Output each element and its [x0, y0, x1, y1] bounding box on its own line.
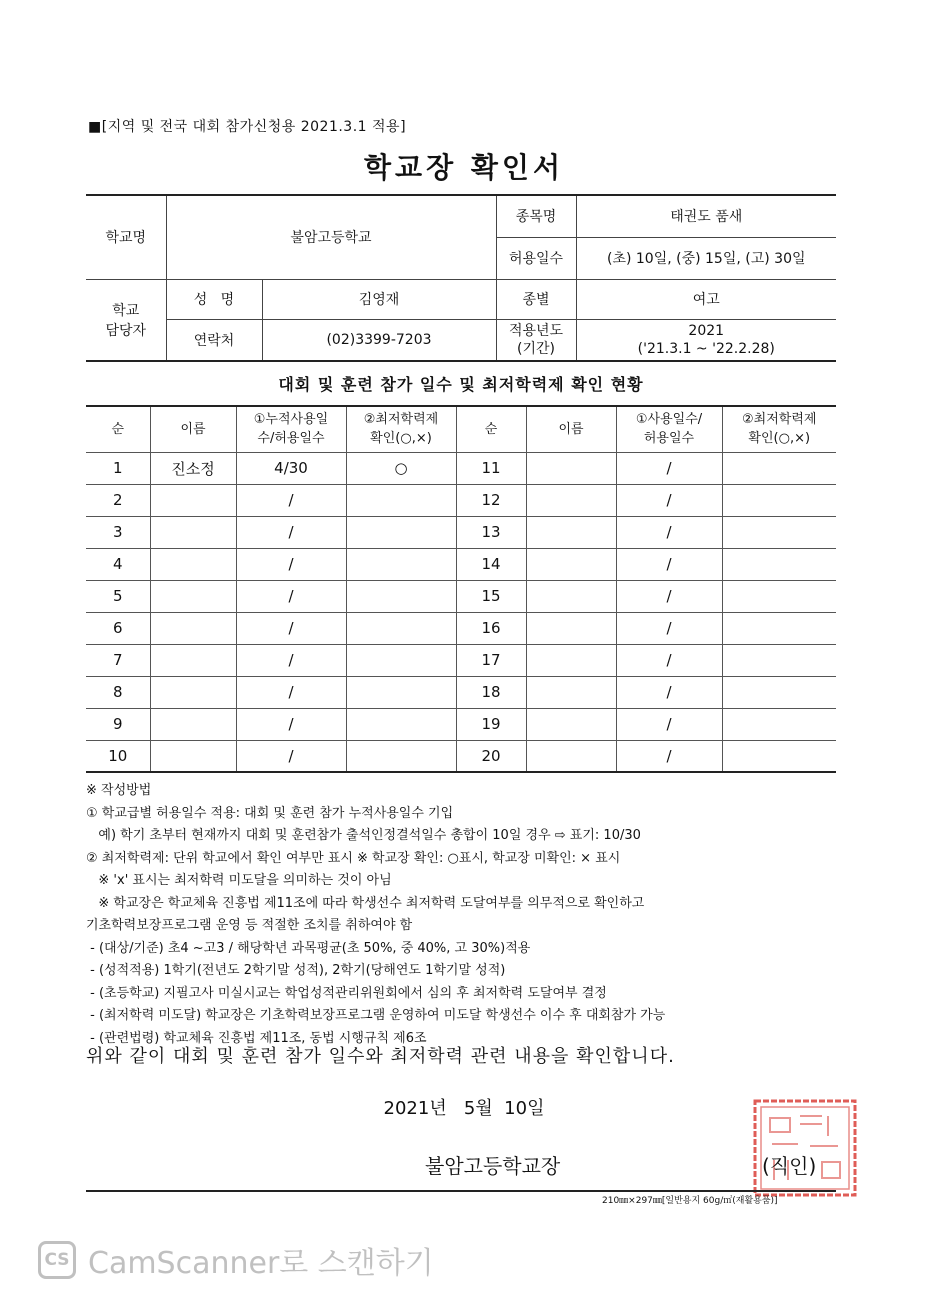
apply-year-label — [496, 319, 576, 361]
cell-l-no: 2 — [86, 484, 150, 516]
table-row — [86, 708, 836, 740]
staff-label-line1: 학교 — [112, 302, 140, 319]
cell-r-no: 17 — [456, 644, 526, 676]
cell-r-min — [722, 580, 836, 612]
col-min-left — [346, 406, 456, 452]
cell-r-days: / — [616, 740, 722, 772]
participation-table — [86, 405, 836, 773]
cell-l-name — [150, 612, 236, 644]
cell-r-min — [722, 452, 836, 484]
form-usage-note: ■[지역 및 전국 대회 참가신청용 2021.3.1 적용] — [88, 119, 407, 135]
cell-r-min — [722, 516, 836, 548]
table-header-row — [86, 406, 836, 452]
table-row — [86, 612, 836, 644]
staff-label-line2: 담당자 — [105, 322, 147, 339]
cell-l-name — [150, 676, 236, 708]
instruction-line: - (관련법령) 학교체육 진흥법 제11조, 동법 시행규칙 제6조 — [86, 1030, 427, 1046]
cell-l-name — [150, 644, 236, 676]
col-days-left-line1: ①누적사용일 — [253, 412, 329, 428]
principal-signature: 불암고등학교장 — [425, 1154, 561, 1178]
staff-name-value: 김영재 — [262, 279, 496, 319]
col-name-right: 이름 — [526, 406, 616, 452]
cell-l-days: / — [236, 708, 346, 740]
camscanner-watermark — [38, 1238, 434, 1282]
cell-l-no: 1 — [86, 452, 150, 484]
cell-l-no: 10 — [86, 740, 150, 772]
instruction-line: - (초등학교) 지필고사 미실시교는 학업성적관리위원회에서 심의 후 최저학력 도달여부 결정 — [86, 985, 607, 1001]
cell-r-no: 19 — [456, 708, 526, 740]
cell-r-days: / — [616, 580, 722, 612]
cell-l-name — [150, 548, 236, 580]
cell-r-no: 18 — [456, 676, 526, 708]
cell-l-no: 5 — [86, 580, 150, 612]
cell-r-no: 15 — [456, 580, 526, 612]
cell-l-min — [346, 740, 456, 772]
table-row — [86, 548, 836, 580]
cell-r-name — [526, 580, 616, 612]
bottom-divider — [86, 1190, 836, 1192]
instruction-line: 기초학력보장프로그램 운영 등 적절한 조치를 취하여야 함 — [86, 918, 413, 933]
cell-r-name — [526, 612, 616, 644]
cell-l-no: 8 — [86, 676, 150, 708]
seal-label: (직인) — [762, 1154, 817, 1178]
col-days-right — [616, 406, 722, 452]
table-row — [86, 452, 836, 484]
section-title: 대회 및 훈련 참가 일수 및 최저학력제 확인 현황 — [278, 375, 644, 394]
cell-l-name — [150, 708, 236, 740]
table-row — [86, 484, 836, 516]
instruction-line: - (성적적용) 1학기(전년도 2학기말 성적), 2학기(당해연도 1학기말 성적) — [86, 963, 506, 978]
col-name-left: 이름 — [150, 406, 236, 452]
cell-r-no: 20 — [456, 740, 526, 772]
table-row — [86, 580, 836, 612]
school-name-value: 불암고등학교 — [166, 195, 496, 279]
cell-l-days: 4/30 — [236, 452, 346, 484]
instruction-line: - (대상/기준) 초4 ~고3 / 해당학년 과목평균(초 50%, 중 40%, 고 30%)적용 — [86, 940, 531, 956]
cell-l-days: / — [236, 548, 346, 580]
col-days-right-line2: 허용일수 — [643, 431, 695, 447]
paper-spec-note: 210㎜×297㎜[일반용지 60g/㎡(재활용품)] — [602, 1196, 778, 1206]
camscanner-logo-icon: CS — [38, 1241, 76, 1279]
cell-r-days: / — [616, 612, 722, 644]
table-row — [86, 644, 836, 676]
cell-r-days: / — [616, 644, 722, 676]
cell-l-min — [346, 612, 456, 644]
cell-l-name — [150, 580, 236, 612]
confirmation-statement: 위와 같이 대회 및 훈련 참가 일수와 최저학력 관련 내용을 확인합니다. — [86, 1046, 675, 1067]
cell-r-no: 11 — [456, 452, 526, 484]
apply-year-value — [576, 319, 836, 361]
cell-l-min — [346, 644, 456, 676]
cell-l-days: / — [236, 740, 346, 772]
col-no-right: 순 — [456, 406, 526, 452]
cell-l-min — [346, 708, 456, 740]
cell-l-name — [150, 484, 236, 516]
cell-l-min — [346, 516, 456, 548]
cell-r-min — [722, 484, 836, 516]
cell-r-no: 13 — [456, 516, 526, 548]
cell-l-min: ○ — [346, 452, 456, 484]
cell-r-min — [722, 644, 836, 676]
cell-r-no: 14 — [456, 548, 526, 580]
col-min-right-line2: 확인(○,×) — [748, 431, 811, 447]
instruction-line: 예) 학기 초부터 현재까지 대회 및 훈련참가 출석인정결석일수 총합이 10일 경우 ⇨ 표기: 10/30 — [86, 828, 641, 843]
apply-year-label-line1: 적용년도 — [508, 322, 564, 339]
event-value: 태권도 품새 — [576, 195, 836, 237]
table-row — [86, 740, 836, 772]
col-min-right — [722, 406, 836, 452]
issue-date: 2021년 5월 10일 — [383, 1098, 545, 1119]
cell-l-min — [346, 676, 456, 708]
cell-r-days: / — [616, 676, 722, 708]
cell-r-min — [722, 740, 836, 772]
cell-r-no: 16 — [456, 612, 526, 644]
cell-l-min — [346, 580, 456, 612]
cell-l-name — [150, 740, 236, 772]
cell-r-days: / — [616, 484, 722, 516]
table-row — [86, 516, 836, 548]
instruction-line: ② 최저학력제: 단위 학교에서 확인 여부만 표시 ※ 학교장 확인: ○표시, 학교장 미확인: × 표시 — [86, 850, 621, 866]
cell-l-days: / — [236, 644, 346, 676]
event-label: 종목명 — [496, 195, 576, 237]
instruction-line: - (최저학력 미도달) 학교장은 기초학력보장프로그램 운영하여 미도달 학생선수 이수 후 대회참가 가능 — [86, 1008, 666, 1023]
apply-year: 2021 — [688, 322, 725, 339]
cell-r-name — [526, 548, 616, 580]
cell-l-days: / — [236, 484, 346, 516]
allow-days-value: (초) 10일, (중) 15일, (고) 30일 — [576, 237, 836, 279]
cell-r-min — [722, 612, 836, 644]
cell-r-days: / — [616, 708, 722, 740]
col-days-left-line2: 수/허용일수 — [257, 431, 325, 447]
cell-r-name — [526, 452, 616, 484]
cell-r-no: 12 — [456, 484, 526, 516]
cell-l-no: 7 — [86, 644, 150, 676]
cell-r-days: / — [616, 516, 722, 548]
apply-period: ('21.3.1 ~ '22.2.28) — [637, 340, 775, 357]
col-days-right-line1: ①사용일수/ — [635, 412, 703, 428]
allow-days-label: 허용일수 — [496, 237, 576, 279]
cell-l-days: / — [236, 612, 346, 644]
cell-l-min — [346, 548, 456, 580]
apply-year-label-line2: (기간) — [517, 340, 555, 357]
school-info-table — [86, 194, 836, 362]
cell-r-days: / — [616, 452, 722, 484]
cell-r-name — [526, 740, 616, 772]
contact-value: (02)3399-7203 — [262, 319, 496, 361]
col-min-left-line2: 확인(○,×) — [370, 431, 432, 447]
cell-r-name — [526, 708, 616, 740]
cell-r-min — [722, 676, 836, 708]
instruction-line: ※ 'x' 표시는 최저학력 미도달을 의미하는 것이 아님 — [86, 873, 392, 888]
cell-r-name — [526, 516, 616, 548]
staff-name-label: 성 명 — [166, 279, 262, 319]
school-name-label: 학교명 — [86, 195, 166, 279]
category-value: 여고 — [576, 279, 836, 319]
cell-l-no: 3 — [86, 516, 150, 548]
document-title: 학교장 확인서 — [363, 151, 565, 184]
cell-r-name — [526, 484, 616, 516]
official-seal-icon — [752, 1098, 858, 1198]
cell-l-no: 4 — [86, 548, 150, 580]
cell-r-min — [722, 708, 836, 740]
cell-l-min — [346, 484, 456, 516]
cell-l-days: / — [236, 676, 346, 708]
cell-r-name — [526, 644, 616, 676]
col-days-left — [236, 406, 346, 452]
cell-l-days: / — [236, 516, 346, 548]
col-min-right-line1: ②최저학력제 — [742, 412, 817, 428]
cell-l-name: 진소정 — [150, 452, 236, 484]
contact-label: 연락처 — [166, 319, 262, 361]
cell-l-days: / — [236, 580, 346, 612]
col-no-left: 순 — [86, 406, 150, 452]
instruction-line: ※ 학교장은 학교체육 진흥법 제11조에 따라 학생선수 최저학력 도달여부를 의무적으로 확인하고 — [86, 895, 645, 911]
writing-instructions — [86, 780, 846, 1050]
category-label: 종별 — [496, 279, 576, 319]
cell-r-name — [526, 676, 616, 708]
instruction-line: ※ 작성방법 — [86, 783, 152, 798]
cell-l-no: 6 — [86, 612, 150, 644]
cell-l-name — [150, 516, 236, 548]
col-min-left-line1: ②최저학력제 — [363, 412, 439, 428]
staff-label — [86, 279, 166, 361]
cell-l-no: 9 — [86, 708, 150, 740]
cell-r-days: / — [616, 548, 722, 580]
watermark-text: CamScanner로 스캔하기 — [88, 1246, 434, 1281]
cell-r-min — [722, 548, 836, 580]
table-row — [86, 676, 836, 708]
instruction-line: ① 학교급별 허용일수 적용: 대회 및 훈련 참가 누적사용일수 기입 — [86, 805, 454, 821]
